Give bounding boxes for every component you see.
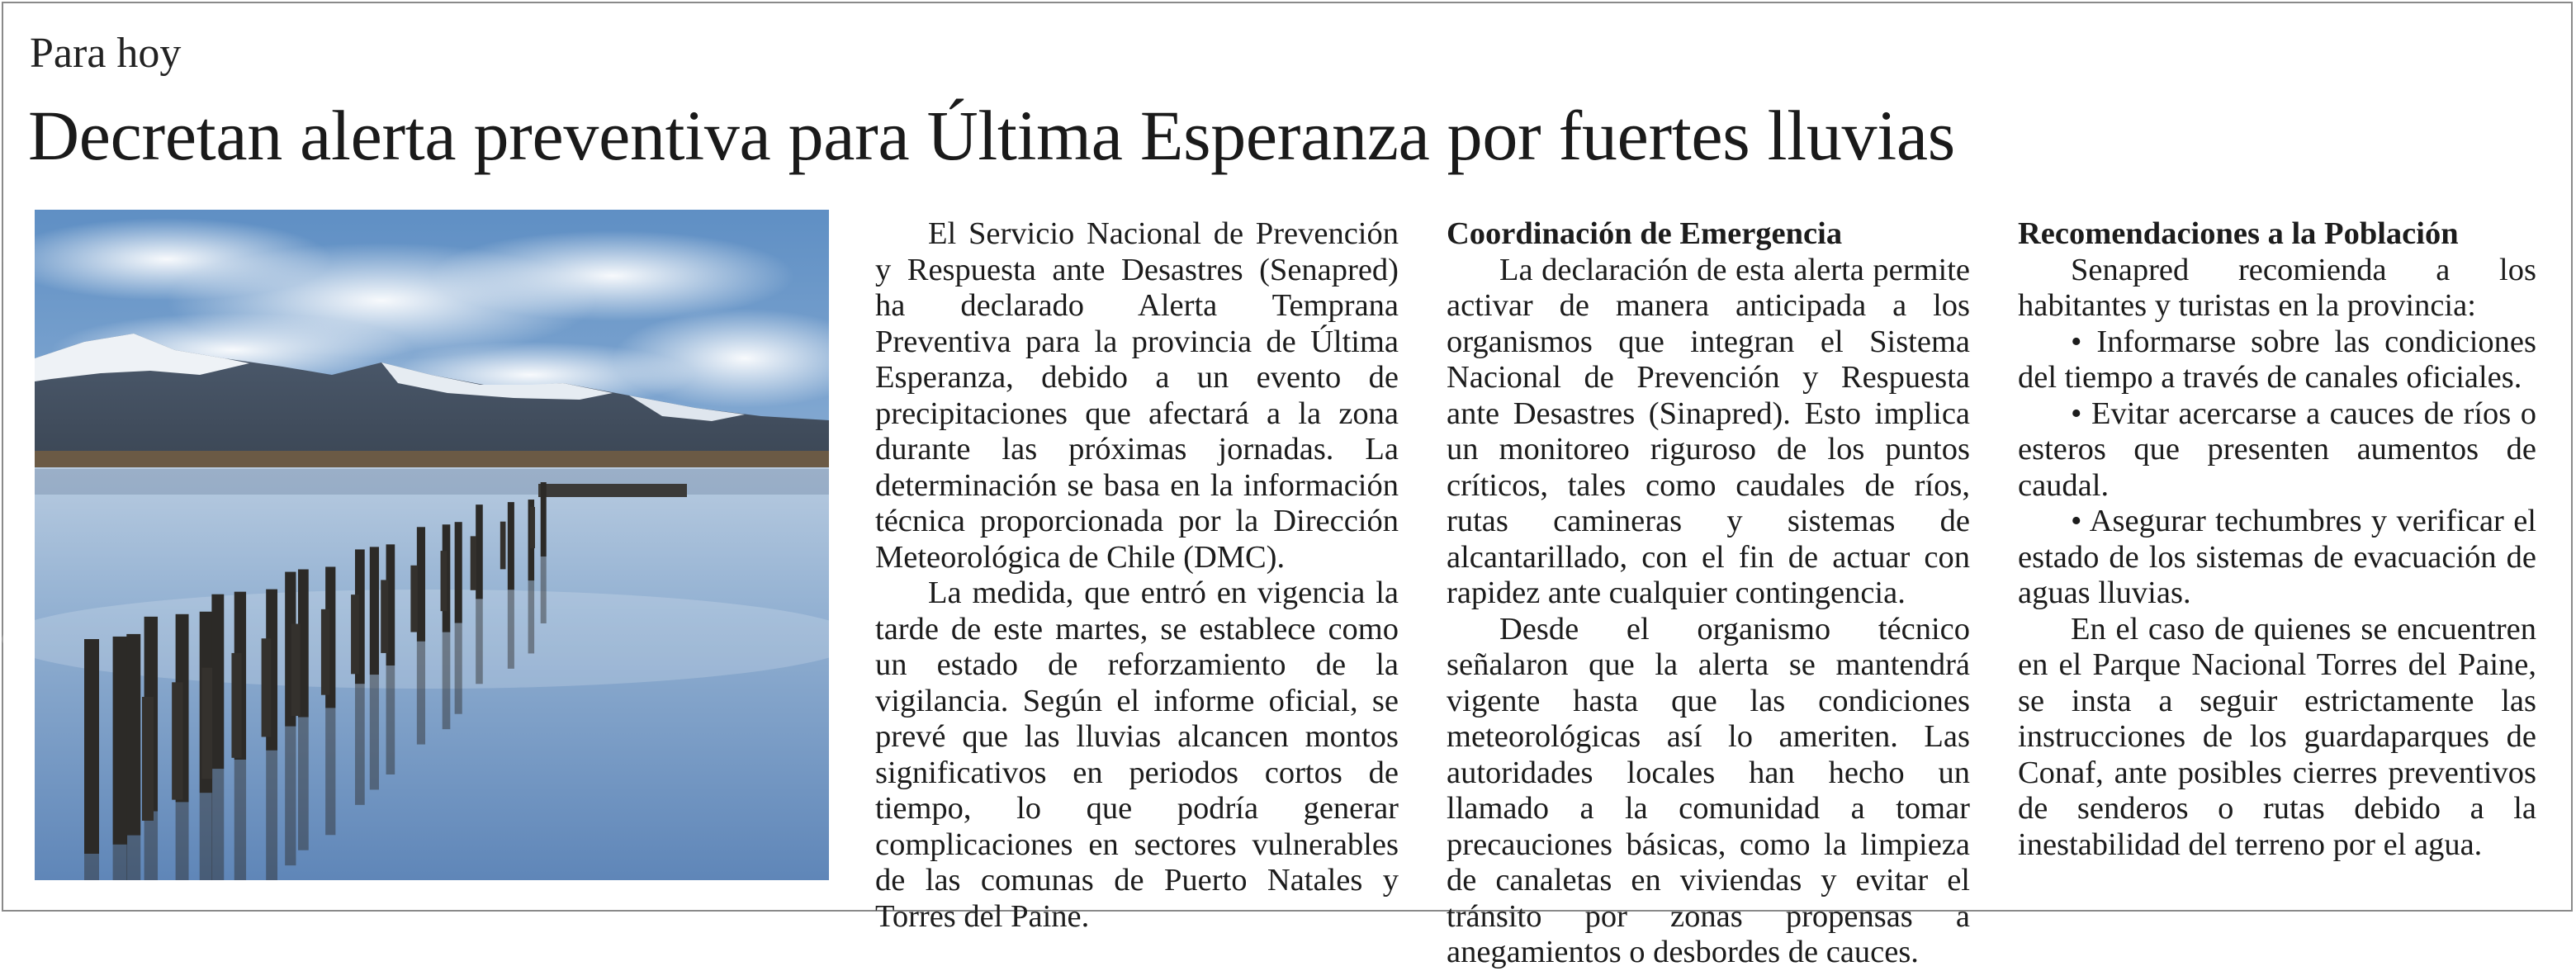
pier-post-reflection — [528, 580, 535, 653]
pier-post — [113, 637, 127, 845]
paragraph: En el caso de quienes se encuentren en el Parque Nacional Torres del Paine, se insta a seguir estrictamente las instrucciones de los guardaparques de Conaf, ante posibles cierres preventivos de senderos o rutas debido a la inestabilidad del terreno por el agua. — [2018, 611, 2536, 862]
bullet-item: • Informarse sobre las condiciones del tiempo a través de canales oficiales. — [2018, 324, 2536, 395]
pier-post-reflection — [113, 845, 127, 880]
pier-post-reflection — [443, 632, 451, 729]
pier-post-reflection — [417, 642, 425, 745]
pier-post-reflection — [144, 812, 158, 880]
pier-post — [417, 527, 425, 642]
pier-post — [530, 507, 535, 548]
paragraph: El Servicio Nacional de Prevención y Respuesta ante Desastres (Senapred) ha declarado Alerta Temprana Preventiva para la provincia de Última Esperanza, debido a un evento de precipitaciones que afectará a la zona durante las próximas jornadas. La determinación se basa en la información técnica proporcionada por la Dirección Meteorológica de Chile (DMC). — [875, 216, 1399, 575]
pier-post-reflection — [285, 727, 296, 865]
pier-post — [410, 566, 417, 632]
pier-post — [142, 697, 154, 821]
bullet-item: • Evitar acercarse a cauces de ríos o esteros que presenten aumentos de caudal. — [2018, 396, 2536, 503]
headline: Decretan alerta preventiva para Última Esperanza por fuertes lluvias — [28, 96, 1955, 175]
pier-post-reflection — [266, 751, 277, 880]
pier-post-reflection — [200, 793, 212, 880]
lake-pier-mountains-photo — [35, 210, 829, 880]
pier-post — [291, 624, 301, 717]
pier-post — [126, 634, 140, 836]
pier-post — [476, 504, 483, 599]
pier-post — [351, 594, 359, 674]
bullet-item: • Asegurar techumbres y verificar el estado de los sistemas de evacuación de aguas lluvias. — [2018, 504, 2536, 610]
article-column-2 — [1447, 216, 1970, 971]
pier-post-reflection — [176, 802, 189, 880]
pier-post — [211, 594, 224, 769]
pier-post-reflection — [508, 590, 514, 669]
pier-post — [508, 502, 514, 590]
paragraph: La medida, que entró en vigencia la tarde de este martes, se establece como un estado de reforzamiento de la vigilancia. Según el informe oficial, se prevé que las lluvias alcancen montos significativos en periodos cortos de tiempo, lo que podría generar complicaciones en sectores vulnerables de las comunas de Puerto Natales y Torres del Paine. — [875, 575, 1399, 934]
pier-post-reflection — [325, 708, 335, 835]
pier-post — [370, 547, 379, 675]
pier-post-reflection — [211, 769, 224, 880]
pier-post-reflection — [84, 854, 99, 880]
pier-post — [381, 580, 388, 652]
pier-post-reflection — [355, 684, 365, 805]
subheading-coordinacion: Coordinación de Emergencia — [1447, 216, 1843, 251]
article-column-3 — [2018, 216, 2536, 863]
section-label: Para hoy — [30, 30, 182, 77]
pier-post — [471, 536, 476, 590]
pier-post — [262, 638, 272, 737]
pier-post-reflection — [541, 557, 547, 623]
article-column-1 — [875, 216, 1399, 935]
pier-post — [321, 609, 329, 695]
pier-post — [541, 482, 547, 557]
pier-post-reflection — [126, 836, 140, 880]
pier-post-reflection — [370, 675, 379, 789]
subheading-recomendaciones: Recomendaciones a la Población — [2018, 216, 2459, 251]
pier-post — [455, 522, 462, 623]
article-photo — [35, 210, 829, 880]
pier-post-reflection — [234, 760, 246, 880]
pier-post — [441, 551, 447, 611]
pier-post — [172, 682, 182, 799]
pier-post-reflection — [386, 665, 395, 774]
paragraph: Senapred recomienda a los habitantes y turistas en la provincia: — [2018, 252, 2536, 323]
pier-post — [84, 639, 99, 854]
pier-post — [500, 522, 506, 570]
pier-post-reflection — [455, 623, 462, 714]
paragraph: Desde el organismo técnico señalaron que la alerta se mantendrá vigente hasta que las condiciones meteorológicas así lo ameriten. Las autoridades locales han hecho un llamado a la comunidad a tomar precauciones básicas, como la limpieza de canaletas en viviendas y evitar el tránsito por zonas propensas a anegamientos o desbordes de cauces. — [1447, 611, 1970, 969]
pier-post-reflection — [298, 718, 309, 850]
pier-post — [231, 653, 241, 758]
pier-post-reflection — [476, 599, 483, 684]
paragraph: La declaración de esta alerta permite activar de manera anticipada a los organismos que integran el Sistema Nacional de Prevención y Respuesta ante Desastres (Sinapred). Esto implica un monitoreo riguroso de los puntos críticos, tales como caudales de ríos, rutas camineras y sistemas de alcantarillado, con el fin de actuar con rapidez ante cualquier contingencia. — [1447, 252, 1970, 610]
pier-post — [201, 668, 212, 779]
